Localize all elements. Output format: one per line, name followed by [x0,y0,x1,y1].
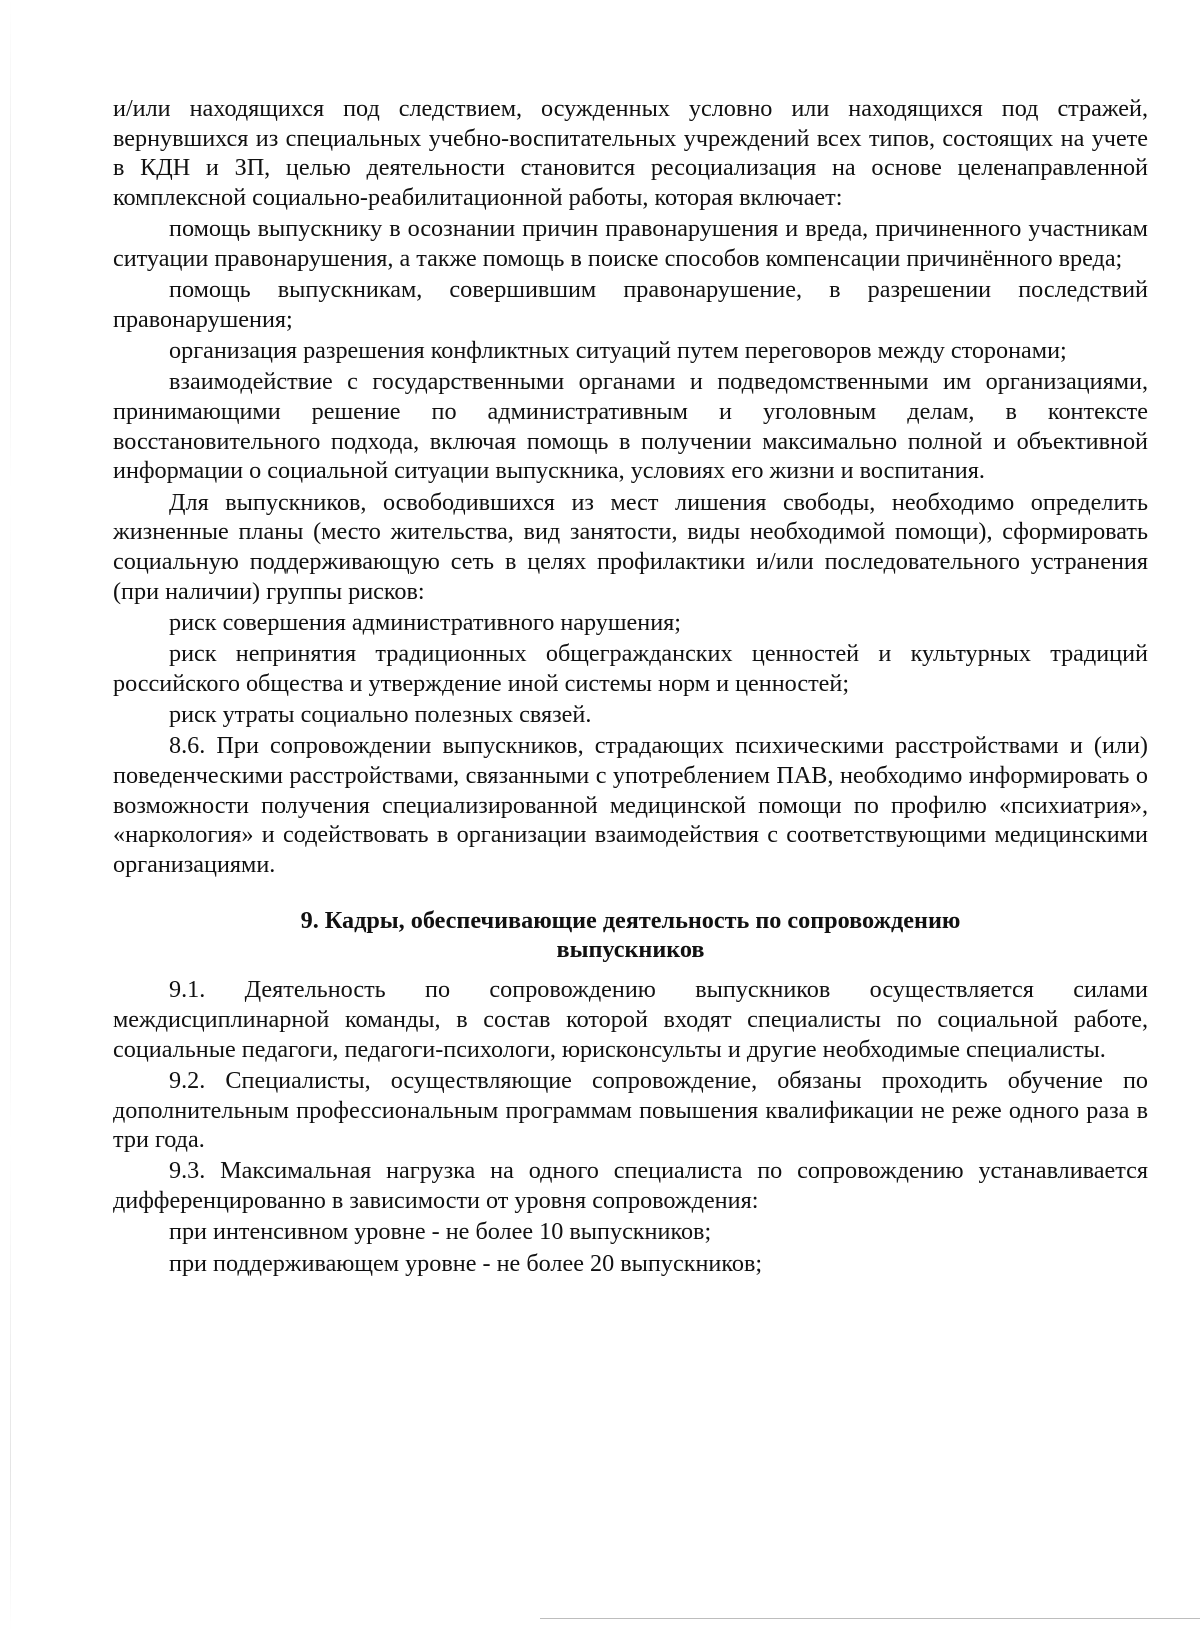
paragraph-8-6: 8.6. При сопровождении выпускников, страдающих психическими расстройствами и (или) поведенческими расстройствами, связанными с употреблением ПАВ, необходимо информировать о возможности получения специализированной медицинской помощи по профилю «психиатрия», «наркология» и содействовать в организации взаимодействия с соответствующими медицинскими организациями. [113,732,1148,879]
paragraph: Для выпускников, освободившихся из мест лишения свободы, необходимо определить жизненные планы (место жительства, вид занятости, виды необходимой помощи), сформировать социальную поддерживающую сеть в целях профилактики и/или последовательного устранения (при наличии) группы рисков: [113,488,1148,605]
section-heading-line-2: выпускников [556,936,705,964]
list-item: помощь выпускнику в осознании причин правонарушения и вреда, причиненного участникам ситуации правонарушения, а также помощь в поиске способов компенсации причинённого вреда; [113,215,1148,273]
list-item: риск утраты социально полезных связей. [169,701,592,729]
document-body [113,94,1148,1280]
list-item: взаимодействие с государственными органами и подведомственными им организациями, принимающими решение по административным и уголовным делам, в контексте восстановительного подхода, включая помощь в получении максимально полной и объективной информации о социальной ситуации выпускника, условиях его жизни и воспитания. [113,368,1148,485]
list-item: риск совершения административного нарушения; [169,608,681,636]
list-item: организация разрешения конфликтных ситуаций путем переговоров между сторонами; [169,337,1067,365]
scan-edge-left [10,0,11,1631]
paragraph-9-3: 9.3. Максимальная нагрузка на одного специалиста по сопровождению устанавливается дифференцированно в зависимости от уровня сопровождения: [113,1157,1148,1215]
paragraph: и/или находящихся под следствием, осужденных условно или находящихся под стражей, вернувшихся из специальных учебно-воспитательных учреждений всех типов, состоящих на учете в КДН и ЗП, целью деятельности становится ресоциализация на основе целенаправленной комплексной социально-реабилитационной работы, которая включает: [113,95,1148,212]
list-item: при поддерживающем уровне - не более 20 выпускников; [169,1249,763,1277]
paragraph-9-1: 9.1. Деятельность по сопровождению выпускников осуществляется силами междисциплинарной команды, в состав которой входят специалисты по социальной работе, социальные педагоги, педагоги-психологи, юрисконсульты и другие необходимые специалисты. [113,976,1148,1063]
list-item: помощь выпускникам, совершившим правонарушение, в разрешении последствий правонарушения; [113,276,1148,333]
section-heading-line-1: 9. Кадры, обеспечивающие деятельность по сопровождению [300,906,961,934]
scan-edge-bottom [540,1618,1200,1619]
paragraph-9-2: 9.2. Специалисты, осуществляющие сопровождение, обязаны проходить обучение по дополнительным профессиональным программам повышения квалификации не реже одного раза в три года. [113,1066,1148,1154]
list-item: риск непринятия традиционных общегражданских ценностей и культурных традиций российского общества и утверждение иной системы норм и ценностей; [113,640,1148,697]
section-heading [113,906,1148,965]
list-item: при интенсивном уровне - не более 10 выпускников; [169,1218,712,1246]
